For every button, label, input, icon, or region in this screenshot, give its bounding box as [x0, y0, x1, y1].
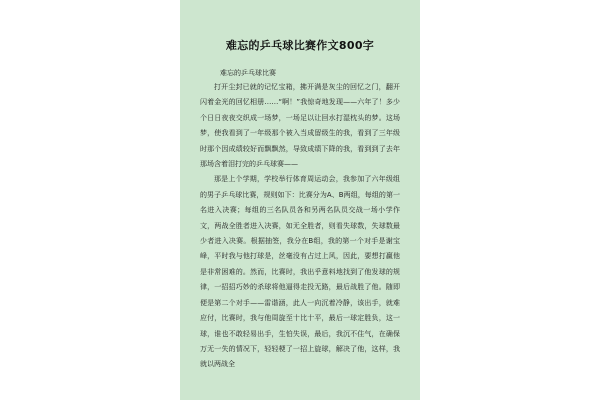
paragraph-1: 打开尘封已就的记忆宝箱，拂开满是灰尘的回忆之门，翻开闪着金光的回忆相册……“啊！”我惊奇地发现——六年了！多少个日日夜夜交织成一场梦，一场足以让回水打湿枕头的梦。这场梦，使我看到了一年级那个被入当成留级生的我，看到了三年级时那个因成绩较好而飘飘然，导致成绩下降的我，看到到了去年那场含着泪打完的乒乓球赛——: [200, 83, 400, 169]
document-page: [180, 0, 420, 400]
essay-body: [200, 80, 400, 373]
essay-subtitle: 难忘的乒乓球比赛: [220, 69, 276, 77]
page-title: 难忘的乒乓球比赛作文800字: [225, 39, 375, 52]
paragraph-2: 那是上个学期，学校举行体育周运动会，我参加了六年级组的男子乒乓球比赛，规则如下：比赛分为A、B两组，每组的第一名进入决赛；每组的三名队员各和另两名队员交战一场小学作文，两战全胜者进入决赛，如无全胜者，则看失球数，失球数最少者进入决赛。根据抽签，我分在B组，我的第一个对手是谢宝峰，平时我与他打球是，丝毫没有占过上风，因此，要想打赢他是非常困难的。然而，比赛时，我出乎意料地找到了他发球的规律，一招招巧妙的杀球将他逼得走投无路，最后战胜了他。随即便是第二个对手——雷谐涵，此人一向沉着冷静，该出手，就难应付，比赛时，我与他周旋至十比十平，最后一球定胜负，这一球，谁也不敢轻易出手，生怕失误，最后，我沉不住气，在确保万无一失的情况下，轻轻梗了一招上旋球，解决了他，这样，我就以两战全: [200, 175, 400, 369]
